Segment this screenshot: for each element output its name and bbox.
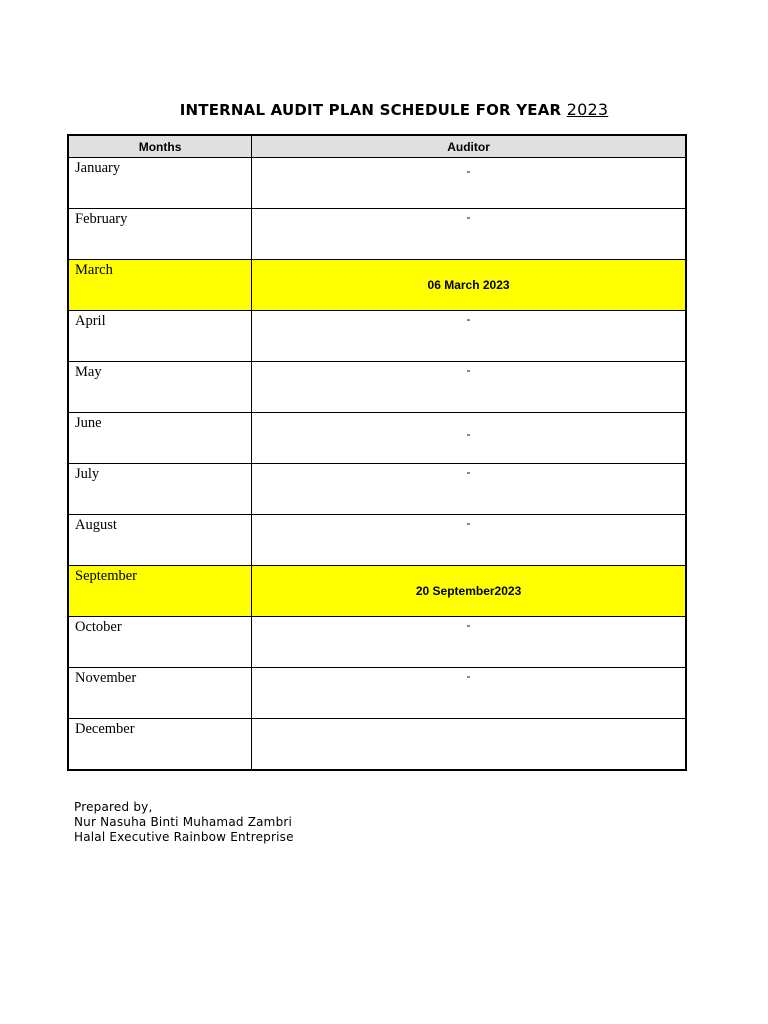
table-header-row [68, 135, 686, 158]
table-row [68, 617, 686, 668]
auditor-cell: - [252, 311, 686, 362]
table-row-highlighted [68, 260, 686, 311]
auditor-header: Auditor [252, 135, 686, 158]
table-row [68, 362, 686, 413]
table-row [68, 209, 686, 260]
month-cell: November [68, 668, 252, 719]
table-row-highlighted [68, 566, 686, 617]
month-cell: July [68, 464, 252, 515]
month-cell: June [68, 413, 252, 464]
audit-schedule-table [67, 134, 687, 771]
auditor-cell: - [252, 413, 686, 464]
auditor-cell: - [252, 464, 686, 515]
preparer-name: Nur Nasuha Binti Muhamad Zambri [74, 815, 293, 829]
auditor-cell [252, 719, 686, 770]
audit-date-cell: 20 September2023 [252, 566, 686, 617]
prepared-by-block [74, 800, 294, 845]
table-row [68, 719, 686, 770]
audit-date-cell: 06 March 2023 [252, 260, 686, 311]
table-row [68, 464, 686, 515]
title-text: INTERNAL AUDIT PLAN SCHEDULE FOR YEAR [179, 101, 567, 119]
title-year: 2023 [566, 100, 609, 119]
month-cell: December [68, 719, 252, 770]
auditor-cell: - [252, 209, 686, 260]
month-cell: October [68, 617, 252, 668]
months-header: Months [68, 135, 252, 158]
auditor-cell: - [252, 668, 686, 719]
auditor-cell: - [252, 362, 686, 413]
table-row [68, 515, 686, 566]
table-row [68, 668, 686, 719]
month-cell: March [68, 260, 252, 311]
month-cell: January [68, 158, 252, 209]
auditor-cell: - [252, 515, 686, 566]
table-row [68, 311, 686, 362]
auditor-cell: - [252, 617, 686, 668]
month-cell: April [68, 311, 252, 362]
preparer-position: Halal Executive Rainbow Entreprise [74, 830, 294, 844]
page-title [0, 100, 768, 119]
month-cell: May [68, 362, 252, 413]
month-cell: September [68, 566, 252, 617]
month-cell: August [68, 515, 252, 566]
table-row [68, 158, 686, 209]
month-cell: February [68, 209, 252, 260]
table-row [68, 413, 686, 464]
auditor-cell: - [252, 158, 686, 209]
prepared-by-label: Prepared by, [74, 800, 153, 814]
